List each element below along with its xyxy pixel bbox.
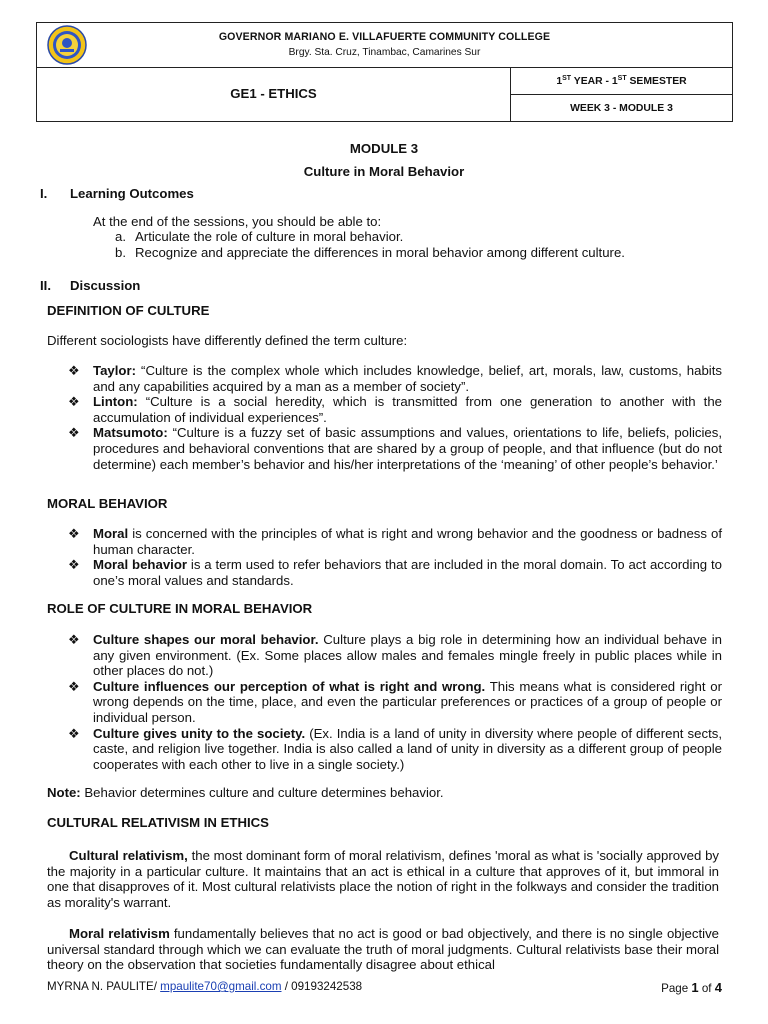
diamond-bullet-icon: ❖: [68, 363, 80, 378]
definition-item: [68, 363, 722, 394]
note-text: Behavior determines culture and culture determines behavior.: [80, 785, 444, 800]
week-module: WEEK 3 - MODULE 3: [570, 103, 673, 114]
definition-intro: Different sociologists have differently defined the term culture:: [47, 333, 408, 348]
page-total: 4: [714, 980, 722, 995]
moral-item: [68, 557, 722, 588]
course-title: GE1 - ETHICS: [230, 86, 317, 101]
footer-page-number: [661, 980, 722, 995]
footer-author: [47, 980, 362, 993]
moral-text: is concerned with the principles of what is right and wrong behavior and the goodness or badness of human character.: [93, 526, 722, 557]
note-paragraph: [47, 785, 719, 801]
role-term: Culture influences our perception of what is right and wrong.: [93, 678, 486, 694]
module-title: MODULE 3: [349, 141, 419, 156]
diamond-bullet-icon: ❖: [68, 632, 80, 647]
section-1-title: Learning Outcomes: [70, 186, 194, 201]
section-2-title: Discussion: [70, 278, 141, 293]
definition-item: [68, 394, 722, 425]
role-text: Culture plays a big role in determining how an individual behave in any given environment. (Ex. Some places allow males and females mingle freely in public places while in other places do not.): [93, 632, 722, 679]
page-of: of: [698, 982, 715, 995]
week-module-cell: [511, 95, 732, 121]
moral-term: Moral: [93, 526, 129, 541]
role-item: [68, 726, 722, 773]
role-heading: ROLE OF CULTURE IN MORAL BEHAVIOR: [47, 601, 313, 616]
outcome-label: b.: [115, 244, 126, 260]
footer-author-name: MYRNA N. PAULITE/: [47, 980, 161, 993]
document-header: [36, 22, 733, 122]
outcomes-intro: At the end of the sessions, you should be able to:: [93, 214, 382, 229]
role-list: [68, 632, 722, 772]
relativism-text-1: the most dominant form of moral relativism, defines 'moral as what is 'socially approved by the majority in a particular culture. It maintains that an act is ethical in a culture that approves of it, but immoral in one that disapproves of it. Most cultural relativists place the notion of right in the folkways and consider the tradition as morality's warrant.: [47, 848, 719, 910]
definition-text: “Culture is a social heredity, which is transmitted from one generation to another with the accumulation of individual experiences”.: [93, 394, 722, 425]
footer-phone: / 09193242538: [281, 980, 363, 993]
diamond-bullet-icon: ❖: [68, 678, 80, 694]
definition-item: [68, 425, 722, 472]
definition-text: “Culture is the complex whole which includes knowledge, belief, art, morals, law, customs, habits and any capabilities acquired by a man as a member of society”.: [93, 363, 722, 394]
relativism-term-2: Moral relativism: [69, 926, 170, 941]
learning-outcomes: [93, 214, 713, 260]
role-term: Culture shapes our moral behavior.: [93, 632, 319, 647]
diamond-bullet-icon: ❖: [68, 394, 80, 410]
role-text: This means what is considered right or wrong depends on the time, place, and even the particular preferences or practices of a group of people or individual person.: [93, 678, 722, 725]
diamond-bullet-icon: ❖: [68, 425, 80, 441]
section-1-number: I.: [40, 186, 48, 201]
year-superscript: ST: [562, 75, 572, 82]
outcome-text: Articulate the role of culture in moral behavior.: [135, 229, 404, 245]
definition-list: [68, 363, 722, 472]
page-current: 1: [691, 980, 699, 995]
definition-text: “Culture is a fuzzy set of basic assumptions and values, orientations to life, beliefs, policies, procedures and behavioral conventions that are shared by a group of people, and that influence (but do not determine) each member’s behavior and his/her interpretations of the ‘meaning’ of other people’s behavior.’: [93, 425, 722, 472]
relativism-text-2: fundamentally believes that no act is good or bad objectively, and there is no single objective universal standard through which we can evaluate the truth of moral judgments. Cultural relativists base their moral theory on the observation that societies fundamentally disagree about ethical: [47, 926, 719, 973]
semester-suffix: SEMESTER: [626, 76, 687, 87]
relativism-heading: CULTURAL RELATIVISM IN ETHICS: [47, 815, 269, 830]
footer-email-link[interactable]: mpaulite70@gmail.com: [160, 980, 282, 993]
relativism-paragraph-1: [47, 848, 719, 910]
moral-heading: MORAL BEHAVIOR: [47, 496, 168, 511]
outcome-item: [93, 229, 713, 244]
role-item: [68, 632, 722, 679]
module-subtitle: Culture in Moral Behavior: [303, 164, 465, 179]
role-text: (Ex. India is a land of unity in diversity where people of different sects, caste, and religion live together. India is also called a land of unity in diversity as a different group of people cooperates with each other to live in a single society.): [93, 725, 722, 772]
semester-superscript: ST: [617, 75, 627, 82]
definition-term: Taylor:: [93, 363, 136, 378]
year-prefix: 1: [556, 76, 563, 87]
college-name: GOVERNOR MARIANO E. VILLAFUERTE COMMUNITY COLLEGE: [218, 31, 551, 43]
relativism-term-1: Cultural relativism,: [69, 848, 188, 863]
note-label: Note:: [47, 785, 81, 800]
moral-item: [68, 526, 722, 557]
role-item: [68, 679, 722, 726]
relativism-paragraph-2: [47, 926, 719, 973]
page-prefix: Page: [661, 982, 692, 995]
definition-term: Linton:: [93, 394, 138, 410]
year-mid: YEAR - 1: [571, 76, 618, 87]
moral-term: Moral behavior: [93, 557, 188, 573]
moral-text: is a term used to refer behaviors that are included in the moral domain. To act according to one’s moral values and standards.: [93, 557, 722, 588]
outcome-item: [93, 245, 713, 260]
section-2-number: II.: [40, 278, 51, 293]
definition-term: Matsumoto:: [93, 425, 168, 441]
college-address: Brgy. Sta. Cruz, Tinambac, Camarines Sur: [288, 47, 481, 58]
outcome-label: a.: [115, 229, 126, 245]
moral-list: [68, 526, 722, 588]
header-college-row: [37, 23, 732, 68]
year-semester-cell: [511, 68, 732, 95]
header-course-cell: [37, 68, 511, 121]
diamond-bullet-icon: ❖: [68, 557, 80, 573]
role-term: Culture gives unity to the society.: [93, 725, 306, 741]
definition-heading: DEFINITION OF CULTURE: [47, 303, 210, 318]
diamond-bullet-icon: ❖: [68, 725, 80, 741]
diamond-bullet-icon: ❖: [68, 526, 80, 541]
outcome-text: Recognize and appreciate the differences in moral behavior among different culture.: [135, 244, 625, 260]
